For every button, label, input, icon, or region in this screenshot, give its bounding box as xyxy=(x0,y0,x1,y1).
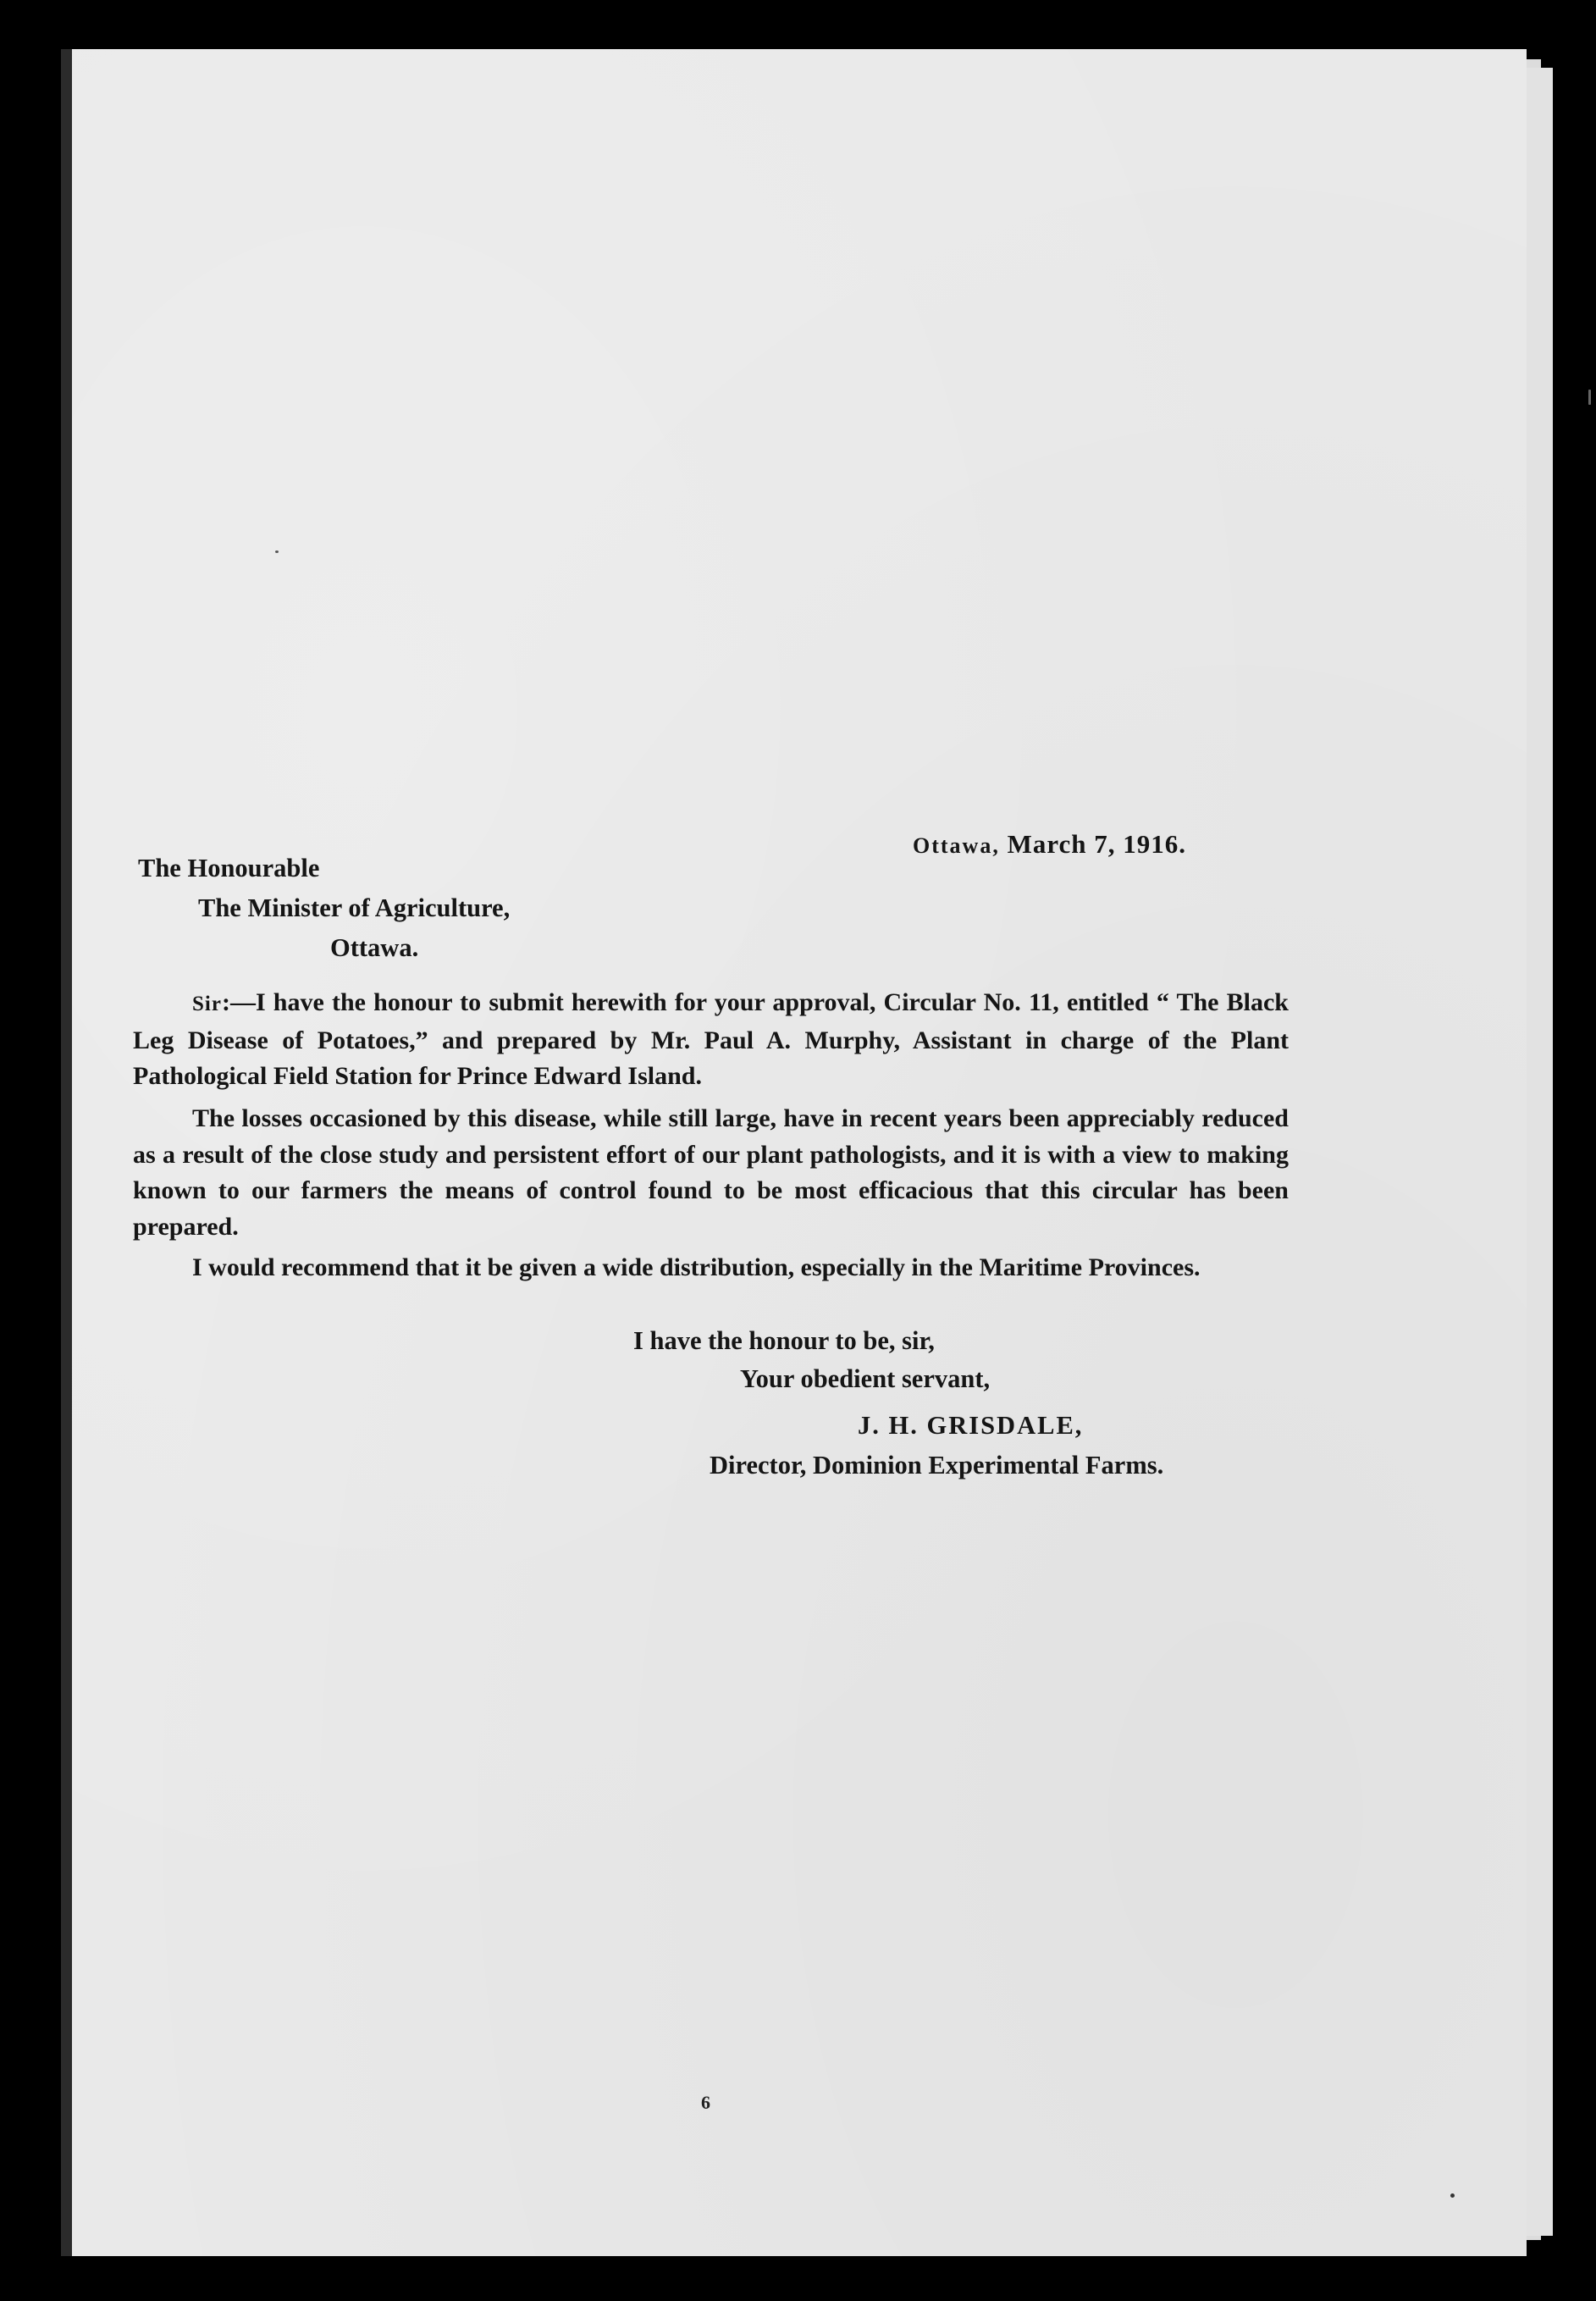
dateline-place: Ottawa, xyxy=(913,833,1000,858)
salutation: Sir xyxy=(192,993,222,1015)
page-number: 6 xyxy=(701,2092,710,2113)
dateline-date: March 7, 1916. xyxy=(1007,829,1187,859)
letter-paragraph-3: I would recommend that it be given a wide distribution, especially in the Maritime Provinces. xyxy=(192,1253,1201,1281)
addressee-line-3: Ottawa. xyxy=(330,933,419,962)
closing-line-2: Your obedient servant, xyxy=(740,1364,991,1393)
scan-speck xyxy=(275,550,279,553)
scan-speck xyxy=(1450,2193,1455,2198)
dateline xyxy=(913,826,1186,864)
addressee-line-1: The Honourable xyxy=(138,854,320,882)
scan-speck xyxy=(1588,390,1591,405)
letter-paragraph-2: The losses occasioned by this disease, while still large, have in recent years been appreciably reduced as a result of the close study and persistent effort of our plant pathologists, and it is with a view to making known to our farmers the means of control found to be most efficacious that this circular has been prepared. xyxy=(133,1104,1289,1241)
signature-name: J. H. GRISDALE, xyxy=(858,1411,1084,1440)
paragraph-1-text: :—I have the honour to submit herewith for your approval, Circular No. 11, entitled “ The Black Leg Disease of Potatoes,” and prepared by Mr. Paul A. Murphy, Assistant in charge of the Plant Pathological Field Station for Prince Edward Island. xyxy=(133,988,1289,1090)
closing-line-1: I have the honour to be, sir, xyxy=(633,1326,935,1355)
letter-paragraph-1 xyxy=(133,985,1289,1095)
signature-title: Director, Dominion Experimental Farms. xyxy=(710,1451,1164,1480)
addressee-line-2: The Minister of Agriculture, xyxy=(198,893,511,922)
